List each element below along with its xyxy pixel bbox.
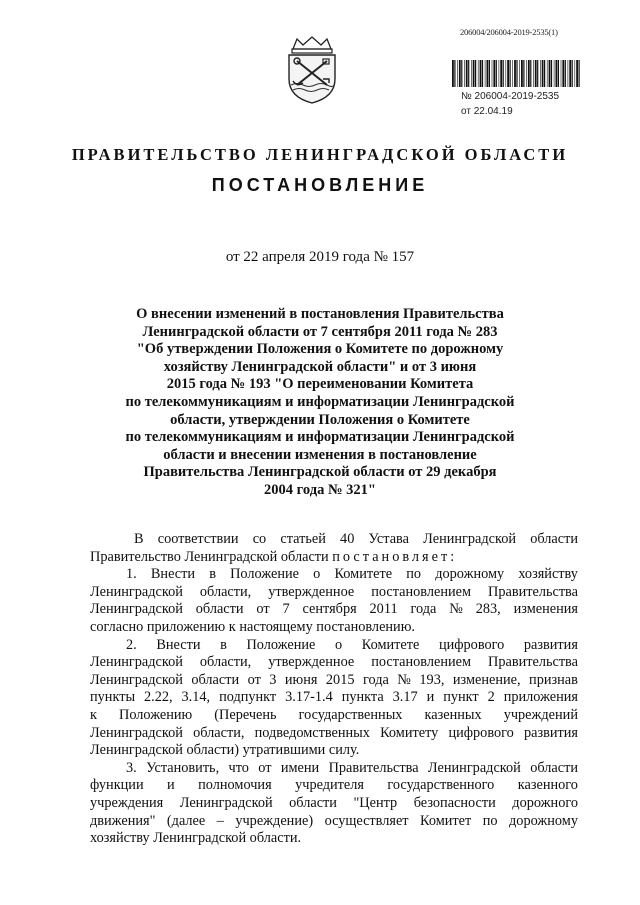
word: года bbox=[410, 601, 437, 618]
paragraph-1 bbox=[90, 566, 578, 636]
word: учреждение) bbox=[235, 812, 314, 829]
coat-of-arms-icon bbox=[279, 35, 345, 105]
word: (Перечень bbox=[214, 706, 277, 723]
word: в bbox=[209, 566, 216, 583]
word: 283, bbox=[475, 601, 501, 618]
barcode-bar bbox=[461, 60, 462, 87]
word: В bbox=[134, 531, 144, 547]
barcode-bar bbox=[496, 60, 497, 87]
barcode-bar bbox=[558, 60, 559, 87]
word: соответствии bbox=[157, 531, 239, 547]
word: № bbox=[449, 601, 463, 618]
document-body bbox=[90, 531, 578, 848]
barcode-bar bbox=[569, 60, 571, 87]
title-line: хозяйству Ленинградской области" и от 3 июня bbox=[163, 358, 477, 375]
word: 3.14, bbox=[181, 689, 211, 706]
barcode-bar bbox=[506, 60, 507, 87]
word: постановлением bbox=[371, 654, 472, 671]
word: развития bbox=[523, 724, 578, 741]
title-line: О внесении изменений в постановления Правительства bbox=[136, 306, 504, 322]
word: от bbox=[258, 759, 272, 776]
document-title bbox=[100, 306, 540, 500]
barcode-bar bbox=[526, 60, 527, 87]
word: дорожного bbox=[512, 794, 578, 811]
barcode-icon bbox=[452, 60, 580, 87]
barcode-bar bbox=[572, 60, 573, 87]
word: Ленинградской bbox=[427, 759, 521, 776]
word: области bbox=[195, 601, 244, 618]
word: Ленинградской bbox=[423, 531, 517, 547]
word: 3.17-1.4 bbox=[285, 689, 333, 706]
barcode-bar bbox=[473, 60, 475, 87]
document-id: 206004/206004-2019-2535(1) bbox=[460, 27, 558, 37]
word: Правительства bbox=[488, 654, 578, 671]
barcode-bar bbox=[519, 60, 520, 87]
text-line bbox=[90, 725, 578, 743]
word: Установить, bbox=[146, 759, 220, 776]
word: осуществляет bbox=[324, 812, 409, 829]
word: к bbox=[90, 706, 97, 723]
text-line bbox=[90, 689, 578, 707]
word: движения" bbox=[90, 812, 156, 829]
text-line: Ленинградской области) утратившими силу. bbox=[90, 742, 360, 759]
barcode-bar bbox=[516, 60, 517, 87]
word: подведомственных bbox=[254, 724, 370, 741]
barcode-bar bbox=[503, 60, 504, 87]
barcode-bar bbox=[565, 60, 566, 87]
intro-line bbox=[90, 531, 578, 549]
word: области, bbox=[199, 654, 252, 671]
paragraph-2 bbox=[90, 637, 578, 760]
word: в bbox=[220, 636, 227, 653]
word: постановлением bbox=[371, 583, 472, 600]
barcode-bar bbox=[576, 60, 578, 87]
word: безопасности bbox=[413, 794, 496, 811]
title-line: области, утверждении Положения о Комитете bbox=[170, 411, 470, 428]
text-line bbox=[90, 707, 578, 725]
word: Правительства bbox=[328, 759, 419, 776]
title-line: области и внесении изменения в постановление bbox=[163, 446, 477, 463]
text-line bbox=[90, 672, 578, 690]
word: утвержденное bbox=[268, 583, 355, 600]
word: о bbox=[313, 566, 321, 583]
word: учреждений bbox=[503, 706, 578, 723]
decree-word: постановляет: bbox=[332, 548, 458, 565]
word: о bbox=[334, 636, 343, 653]
word: 2. bbox=[126, 636, 137, 653]
word: сентября bbox=[302, 601, 357, 618]
word: 1. bbox=[126, 566, 137, 583]
word: хозяйству bbox=[518, 566, 578, 583]
barcode-bar bbox=[530, 60, 531, 87]
barcode-bar bbox=[540, 60, 541, 87]
word: июня bbox=[284, 671, 318, 688]
barcode-bar bbox=[452, 60, 454, 87]
word: Ленинградской bbox=[90, 583, 183, 600]
text-line bbox=[90, 777, 578, 795]
word: 2011 bbox=[369, 601, 398, 618]
title-line: 2015 года № 193 "О переименовании Комитета bbox=[166, 376, 474, 393]
word: государственных bbox=[298, 706, 403, 723]
barcode-bar bbox=[542, 60, 544, 87]
word: признав bbox=[529, 671, 578, 688]
word: цифрового bbox=[448, 724, 514, 741]
word: статьей bbox=[280, 531, 326, 547]
word: что bbox=[228, 759, 249, 776]
barcode-bar bbox=[533, 60, 534, 87]
text-line: согласно приложению к настоящему постановлению. bbox=[90, 618, 415, 635]
barcode-bar bbox=[487, 60, 489, 87]
barcode-bar bbox=[535, 60, 537, 87]
word: Комитете bbox=[334, 566, 393, 583]
word: дорожному bbox=[509, 812, 578, 829]
text-line bbox=[90, 760, 578, 778]
barcode-bar bbox=[466, 60, 468, 87]
title-line: "Об утверждении Положения о Комитете по дорожному bbox=[136, 341, 504, 358]
word: пункт bbox=[443, 689, 479, 706]
word: по bbox=[482, 812, 498, 829]
barcode-bar bbox=[510, 60, 511, 87]
title-line: 2004 года № 321" bbox=[264, 481, 376, 498]
word: Правительства bbox=[488, 583, 578, 600]
word: области, bbox=[199, 583, 252, 600]
word: учреждения bbox=[90, 794, 164, 811]
word: Ленинградской bbox=[90, 601, 183, 618]
text-line bbox=[90, 813, 578, 831]
barcode-bar bbox=[523, 60, 524, 87]
word: области bbox=[191, 671, 240, 688]
title-line: по телекоммуникациям и информатизации Ленинградской bbox=[125, 393, 515, 410]
word: области bbox=[530, 531, 578, 547]
word: 40 bbox=[340, 531, 355, 547]
word: государственного bbox=[387, 777, 495, 794]
text-line bbox=[90, 566, 578, 584]
document-date-number: от 22 апреля 2019 года № 157 bbox=[225, 249, 415, 265]
word: "Центр bbox=[353, 794, 398, 811]
word: 193, bbox=[419, 671, 445, 688]
barcode-bar bbox=[468, 60, 469, 87]
word: цифрового bbox=[438, 636, 505, 653]
barcode-bar bbox=[521, 60, 523, 87]
barcode-bar bbox=[561, 60, 562, 87]
barcode-bar bbox=[493, 60, 495, 87]
barcode-bar bbox=[514, 60, 516, 87]
word: со bbox=[252, 531, 267, 547]
barcode-bar bbox=[537, 60, 538, 87]
word: полномочия bbox=[198, 777, 272, 794]
word: Ленинградской bbox=[90, 671, 183, 688]
word: (далее bbox=[166, 812, 206, 829]
word: приложения bbox=[503, 689, 578, 706]
barcode-bar bbox=[512, 60, 513, 87]
text-line bbox=[90, 601, 578, 619]
word: Внести bbox=[156, 636, 201, 653]
barcode-bar bbox=[489, 60, 490, 87]
word: казенных bbox=[424, 706, 482, 723]
word: развития bbox=[523, 636, 578, 653]
text-line bbox=[90, 584, 578, 602]
word: Ленинградской bbox=[90, 724, 183, 741]
word: области, bbox=[193, 724, 245, 741]
word: изменение, bbox=[452, 671, 521, 688]
barcode-bar bbox=[499, 60, 500, 87]
word: Ленинградской bbox=[179, 794, 273, 811]
text-line bbox=[90, 795, 578, 813]
title-line: Правительства Ленинградской области от 29 декабря bbox=[143, 464, 497, 481]
word: и bbox=[426, 689, 435, 706]
word: изменения bbox=[513, 601, 578, 618]
word: области bbox=[530, 759, 578, 776]
word: Комитете bbox=[361, 636, 420, 653]
word: 2015 bbox=[325, 671, 355, 688]
word: 3. bbox=[126, 759, 137, 776]
barcode-bar bbox=[457, 60, 458, 87]
word: 2 bbox=[487, 689, 495, 706]
barcode-bar bbox=[492, 60, 493, 87]
word: пункта bbox=[341, 689, 384, 706]
registration-number: № 206004-2019-2535 bbox=[461, 91, 560, 102]
word: подпункт bbox=[219, 689, 277, 706]
barcode-bar bbox=[568, 60, 569, 87]
barcode-bar bbox=[549, 60, 551, 87]
word: 3 bbox=[269, 671, 277, 688]
word: Комитету bbox=[380, 724, 439, 741]
text-line bbox=[90, 654, 578, 672]
barcode-bar bbox=[482, 60, 483, 87]
word: 3.17 bbox=[392, 689, 418, 706]
paragraph-3 bbox=[90, 760, 578, 848]
word: казенного bbox=[517, 777, 578, 794]
word: 2.22, bbox=[144, 689, 173, 706]
barcode-bar bbox=[547, 60, 548, 87]
barcode-bar bbox=[454, 60, 455, 87]
word: области bbox=[289, 794, 337, 811]
barcode-bar bbox=[480, 60, 482, 87]
barcode-bar bbox=[478, 60, 479, 87]
barcode-bar bbox=[544, 60, 545, 87]
word: дорожному bbox=[435, 566, 505, 583]
registration-date: от 22.04.19 bbox=[461, 106, 513, 117]
word: Устава bbox=[368, 531, 409, 547]
word: Положение bbox=[246, 636, 316, 653]
word: – bbox=[216, 812, 224, 829]
title-line: Ленинградской области от 7 сентября 2011 года № 283 bbox=[142, 323, 498, 340]
word: утвержденное bbox=[268, 654, 355, 671]
text-line bbox=[90, 637, 578, 655]
barcode-bar bbox=[579, 60, 580, 87]
word: и bbox=[167, 777, 175, 794]
word: Комитет bbox=[420, 812, 472, 829]
barcode-bar bbox=[551, 60, 552, 87]
barcode-bar bbox=[500, 60, 502, 87]
issuing-authority: ПРАВИТЕЛЬСТВО ЛЕНИНГРАДСКОЙ ОБЛАСТИ bbox=[71, 145, 569, 164]
barcode-bar bbox=[485, 60, 486, 87]
barcode-bar bbox=[562, 60, 564, 87]
barcode-bar bbox=[528, 60, 530, 87]
intro-line bbox=[90, 549, 578, 567]
barcode-bar bbox=[475, 60, 476, 87]
word: Положению bbox=[119, 706, 193, 723]
word: Внести bbox=[150, 566, 196, 583]
barcode-bar bbox=[575, 60, 576, 87]
barcode-bar bbox=[554, 60, 555, 87]
barcode-bar bbox=[507, 60, 509, 87]
word: Ленинградской bbox=[90, 654, 183, 671]
document-type: ПОСТАНОВЛЕНИЕ bbox=[211, 175, 429, 195]
word: Положение bbox=[230, 566, 300, 583]
word: имени bbox=[280, 759, 320, 776]
barcode-bar bbox=[556, 60, 558, 87]
text-line: хозяйству Ленинградской области. bbox=[90, 830, 302, 847]
word: функции bbox=[90, 777, 144, 794]
word: от bbox=[256, 601, 270, 618]
word: по bbox=[406, 566, 422, 583]
word: от bbox=[247, 671, 261, 688]
intro-text: Правительство Ленинградской области bbox=[90, 548, 329, 565]
word: № bbox=[397, 671, 411, 688]
title-line: по телекоммуникациям и информатизации Ленинградской bbox=[125, 429, 515, 446]
barcode-bar bbox=[464, 60, 465, 87]
word: учредителя bbox=[295, 777, 364, 794]
barcode-bar bbox=[471, 60, 472, 87]
word: пункты bbox=[90, 689, 136, 706]
word: 7 bbox=[282, 601, 290, 618]
barcode-bar bbox=[459, 60, 461, 87]
word: года bbox=[362, 671, 389, 688]
